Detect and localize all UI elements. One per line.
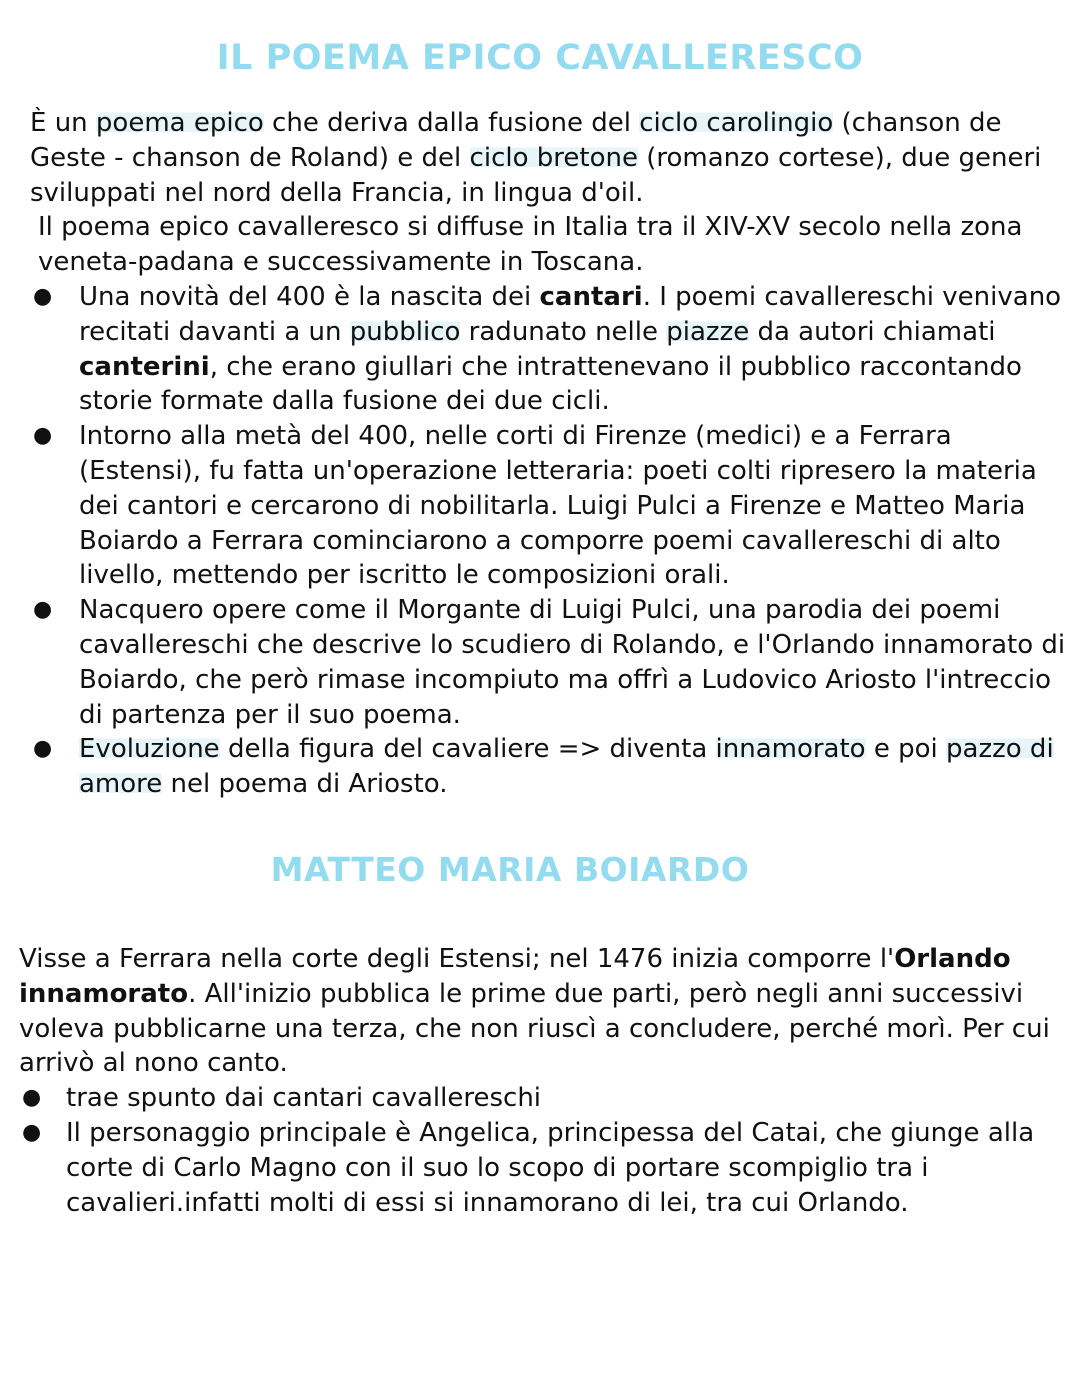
section2-title: MATTEO MARIA BOIARDO <box>270 850 750 889</box>
list-item: ● Una novità del 400 è la nascita dei cantari. I poemi cavallereschi venivano recitati davanti a un pubblico radunato nelle piazze da autori chiamati canterini, che erano giullari che intrattenevano il pubblico raccontando storie formate dalla fusione dei due cicli. <box>33 281 1062 417</box>
list-item: ● Il personaggio principale è Angelica, principessa del Catai, che giunge alla corte di Carlo Magno con il suo lo scopo di portare scompiglio tra i cavalieri.infatti molti di essi si innamorano di lei, tra cui Orlando. <box>22 1117 1035 1218</box>
section2-bullet-list <box>19 1081 1064 1220</box>
section1-title: IL POEMA EPICO CAVALLERESCO <box>216 38 864 78</box>
highlight: Evoluzione <box>79 734 220 765</box>
section1-intro: È un poema epico che deriva dalla fusione del ciclo carolingio (chanson de Geste - chanson de Roland) e del ciclo bretone (romanzo cortese), due generi sviluppati nel nord della Francia, in lingua d'oil. <box>30 108 1042 208</box>
highlight: ciclo carolingio <box>639 108 834 138</box>
bullet-icon: ● <box>33 423 53 449</box>
highlight: pazzo di amore <box>79 734 1054 800</box>
section2-body <box>19 942 1064 1220</box>
bullet-icon: ● <box>22 1085 42 1111</box>
highlight: ciclo bretone <box>469 142 638 173</box>
bullet-icon: ● <box>33 597 53 623</box>
section1-bullet-list <box>30 280 1070 802</box>
highlight: innamorato <box>715 734 866 765</box>
highlight: pubblico <box>349 316 461 347</box>
bullet-icon: ● <box>33 283 53 309</box>
list-item: ● trae spunto dai cantari cavallereschi <box>19 1081 1064 1116</box>
list-item: ● Intorno alla metà del 400, nelle corti di Firenze (medici) e a Ferrara (Estensi), fu fatta un'operazione letteraria: poeti colti ripresero la materia dei cantori e cercarono di nobilitarla. Luigi Pulci a Firenze e Matteo Maria Boiardo a Ferrara cominciarono a comporre poemi cavallereschi di alto livello, mettendo per iscritto le composizioni orali. <box>33 421 1037 591</box>
section2-intro: Visse a Ferrara nella corte degli Estensi; nel 1476 inizia comporre l'Orlando innamorato. All'inizio pubblica le prime due parti, però negli anni successivi voleva pubblicarne una terza, che non riuscì a concludere, perché morì. Per cui arrivò al nono canto. <box>19 944 1050 1079</box>
list-item: ● Nacquero opere come il Morgante di Luigi Pulci, una parodia dei poemi cavallereschi che descrive lo scudiero di Rolando, e l'Orlando innamorato di Boiardo, che però rimase incompiuto ma offrì a Ludovico Ariosto l'intreccio di partenza per il suo poema. <box>33 595 1066 730</box>
list-item: ● Evoluzione della figura del cavaliere => diventa innamorato e poi pazzo di amore nel poema di Ariosto. <box>33 734 1054 800</box>
section1-body <box>30 106 1070 802</box>
bullet-icon: ● <box>22 1119 42 1145</box>
section1-paragraph-2: Il poema epico cavalleresco si diffuse in Italia tra il XIV-XV secolo nella zona veneta-padana e successivamente in Toscana. <box>38 212 1023 278</box>
bullet-icon: ● <box>33 736 53 762</box>
highlight: piazze <box>666 316 750 347</box>
highlight: poema epico <box>95 108 264 138</box>
